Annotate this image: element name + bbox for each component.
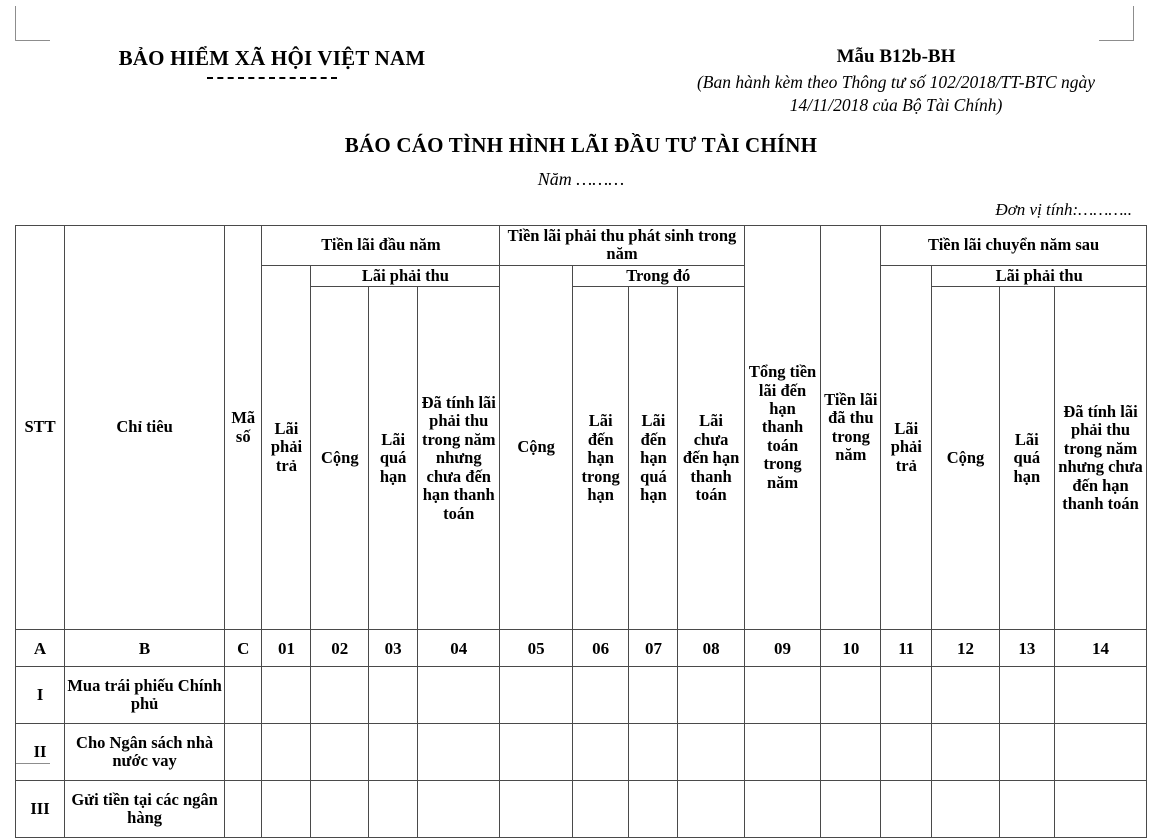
row-value-cell-05[interactable] xyxy=(500,781,573,838)
column-number: 13 xyxy=(999,630,1054,667)
header-accrued-among-which: Trong đó xyxy=(572,265,744,286)
table-row xyxy=(16,781,1147,838)
header-accrued-due-overdue: Lãi đến hạn quá hạn xyxy=(629,287,678,630)
report-table-container xyxy=(15,225,1147,838)
row-value-cell-12[interactable] xyxy=(932,781,999,838)
column-number: 09 xyxy=(744,630,821,667)
report-year: Năm ……… xyxy=(537,169,625,189)
row-stt: II xyxy=(16,724,65,781)
header-opening-accrued-not-due: Đã tính lãi phải thu trong năm nhưng chưa đến hạn thanh toán xyxy=(418,287,500,630)
column-number: 11 xyxy=(881,630,932,667)
header-group-carryforward: Tiền lãi chuyển năm sau xyxy=(881,226,1147,266)
row-code-cell[interactable] xyxy=(225,781,262,838)
row-value-cell-02[interactable] xyxy=(311,781,369,838)
row-value-cell-03[interactable] xyxy=(369,781,418,838)
row-criteria: Cho Ngân sách nhà nước vay xyxy=(65,724,225,781)
table-row xyxy=(16,724,1147,781)
row-value-cell-03[interactable] xyxy=(369,724,418,781)
header-carryforward-overdue: Lãi quá hạn xyxy=(999,287,1054,630)
row-value-cell-07[interactable] xyxy=(629,667,678,724)
header-code: Mã số xyxy=(225,226,262,630)
header-criteria: Chỉ tiêu xyxy=(65,226,225,630)
header-opening-total: Cộng xyxy=(311,287,369,630)
financial-interest-report-table xyxy=(15,225,1147,838)
row-value-cell-11[interactable] xyxy=(881,667,932,724)
row-value-cell-01[interactable] xyxy=(262,781,311,838)
header-total-due-in-year: Tổng tiền lãi đến hạn thanh toán trong năm xyxy=(744,226,821,630)
row-value-cell-12[interactable] xyxy=(932,667,999,724)
row-value-cell-09[interactable] xyxy=(744,667,821,724)
column-number: 12 xyxy=(932,630,999,667)
header-opening-overdue: Lãi quá hạn xyxy=(369,287,418,630)
column-number: C xyxy=(225,630,262,667)
row-criteria: Mua trái phiếu Chính phủ xyxy=(65,667,225,724)
column-number: 04 xyxy=(418,630,500,667)
row-value-cell-01[interactable] xyxy=(262,667,311,724)
row-stt: I xyxy=(16,667,65,724)
column-number: B xyxy=(65,630,225,667)
form-reference: (Ban hành kèm theo Thông tư số 102/2018/TT-BTC ngày 14/11/2018 của Bộ Tài Chính) xyxy=(696,72,1096,116)
organization-divider xyxy=(207,77,337,79)
header-group-accrued-interest: Tiền lãi phải thu phát sinh trong năm xyxy=(500,226,744,266)
table-header xyxy=(16,226,1147,667)
document-header xyxy=(0,0,1162,219)
row-value-cell-04[interactable] xyxy=(418,781,500,838)
page-title: BÁO CÁO TÌNH HÌNH LÃI ĐẦU TƯ TÀI CHÍNH xyxy=(344,133,818,157)
unit-of-measure: Đơn vị tính:……….. xyxy=(995,200,1132,219)
header-carryforward-accrued-not-due: Đã tính lãi phải thu trong năm nhưng chưa đến hạn thanh toán xyxy=(1055,287,1147,630)
row-value-cell-01[interactable] xyxy=(262,724,311,781)
row-value-cell-08[interactable] xyxy=(678,781,744,838)
row-value-cell-08[interactable] xyxy=(678,667,744,724)
row-value-cell-06[interactable] xyxy=(572,781,629,838)
row-value-cell-14[interactable] xyxy=(1055,781,1147,838)
organization-name: BẢO HIỂM XÃ HỘI VIỆT NAM xyxy=(118,46,426,70)
header-accrued-not-yet-due: Lãi chưa đến hạn thanh toán xyxy=(678,287,744,630)
row-value-cell-05[interactable] xyxy=(500,667,573,724)
header-stt: STT xyxy=(16,226,65,630)
row-value-cell-11[interactable] xyxy=(881,781,932,838)
row-value-cell-02[interactable] xyxy=(311,724,369,781)
column-number: 14 xyxy=(1055,630,1147,667)
column-number: 05 xyxy=(500,630,573,667)
row-stt: III xyxy=(16,781,65,838)
header-group-opening-interest: Tiền lãi đầu năm xyxy=(262,226,500,266)
row-value-cell-05[interactable] xyxy=(500,724,573,781)
column-number: 08 xyxy=(678,630,744,667)
form-reference-block xyxy=(666,44,1126,117)
row-value-cell-13[interactable] xyxy=(999,667,1054,724)
header-collected-in-year: Tiền lãi đã thu trong năm xyxy=(821,226,881,630)
row-value-cell-03[interactable] xyxy=(369,667,418,724)
form-code: Mẫu B12b-BH xyxy=(836,46,956,67)
row-value-cell-14[interactable] xyxy=(1055,724,1147,781)
row-value-cell-10[interactable] xyxy=(821,724,881,781)
column-number: 03 xyxy=(369,630,418,667)
header-opening-interest-receivable: Lãi phải thu xyxy=(311,265,500,286)
header-carryforward-interest-receivable: Lãi phải thu xyxy=(932,265,1147,286)
row-value-cell-13[interactable] xyxy=(999,724,1054,781)
row-value-cell-04[interactable] xyxy=(418,724,500,781)
row-code-cell[interactable] xyxy=(225,667,262,724)
row-value-cell-09[interactable] xyxy=(744,781,821,838)
header-carryforward-total: Cộng xyxy=(932,287,999,630)
header-accrued-due-within-term: Lãi đến hạn trong hạn xyxy=(572,287,629,630)
row-value-cell-09[interactable] xyxy=(744,724,821,781)
row-value-cell-06[interactable] xyxy=(572,667,629,724)
row-value-cell-13[interactable] xyxy=(999,781,1054,838)
row-value-cell-14[interactable] xyxy=(1055,667,1147,724)
column-number: 01 xyxy=(262,630,311,667)
row-value-cell-12[interactable] xyxy=(932,724,999,781)
row-value-cell-06[interactable] xyxy=(572,724,629,781)
column-number: 07 xyxy=(629,630,678,667)
header-row-groups xyxy=(16,226,1147,266)
column-number: 06 xyxy=(572,630,629,667)
row-value-cell-02[interactable] xyxy=(311,667,369,724)
row-value-cell-07[interactable] xyxy=(629,724,678,781)
column-number: A xyxy=(16,630,65,667)
header-accrued-total: Cộng xyxy=(500,265,573,629)
row-value-cell-07[interactable] xyxy=(629,781,678,838)
row-value-cell-04[interactable] xyxy=(418,667,500,724)
column-number: 02 xyxy=(311,630,369,667)
row-code-cell[interactable] xyxy=(225,724,262,781)
column-number-row xyxy=(16,630,1147,667)
column-number: 10 xyxy=(821,630,881,667)
organization-block xyxy=(62,46,482,79)
row-value-cell-10[interactable] xyxy=(821,667,881,724)
header-carryforward-interest-payable: Lãi phải trả xyxy=(881,265,932,629)
row-value-cell-08[interactable] xyxy=(678,724,744,781)
table-body xyxy=(16,667,1147,838)
row-value-cell-11[interactable] xyxy=(881,724,932,781)
table-row xyxy=(16,667,1147,724)
row-criteria: Gửi tiền tại các ngân hàng xyxy=(65,781,225,838)
header-opening-interest-payable: Lãi phải trả xyxy=(262,265,311,629)
row-value-cell-10[interactable] xyxy=(821,781,881,838)
